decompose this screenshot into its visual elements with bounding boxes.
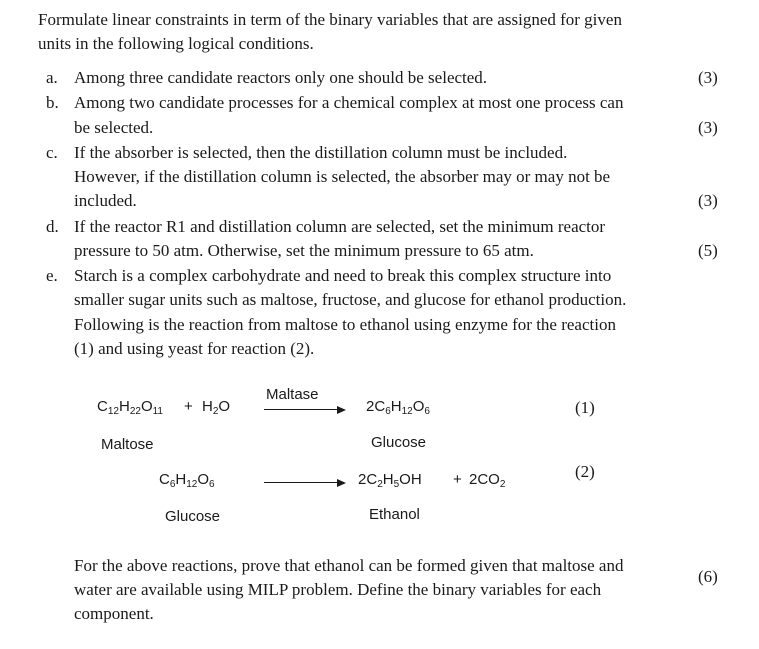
item-a-line-1: Among three candidate reactors only one should be selected.	[74, 68, 488, 87]
reaction2-arrow	[264, 482, 344, 483]
item-a-label: a.	[46, 68, 58, 87]
item-c-line-3: included.	[74, 191, 137, 210]
reaction1-reactant-maltose-formula: $C_{12}H_{22}O_{11}$	[97, 398, 163, 417]
reaction1-number: (1)	[575, 398, 595, 417]
final-marks: (6)	[698, 567, 718, 586]
item-c-line-1: If the absorber is selected, then the distillation column must be included.	[74, 143, 568, 162]
item-d-line-1: If the reactor R1 and distillation column are selected, set the minimum reactor	[74, 217, 606, 236]
reaction2-product-name: Ethanol	[369, 506, 420, 523]
item-c-marks: (3)	[698, 191, 718, 210]
item-e-line-4: (1) and using yeast for reaction (2).	[74, 339, 315, 358]
reaction2-reactant-name: Glucose	[165, 508, 221, 525]
item-a-marks: (3)	[698, 68, 718, 87]
reaction2-product-ethanol-formula: $2C_2H_5OH$	[358, 471, 422, 490]
item-e-line-1: Starch is a complex carbohydrate and need to break this complex structure into	[74, 266, 612, 285]
final-line-2: water are available using MILP problem. Define the binary variables for each	[74, 580, 602, 599]
final-line-3: component.	[74, 604, 154, 623]
item-e-label: e.	[46, 266, 58, 285]
item-d-label: d.	[46, 217, 59, 236]
reaction1-reactant-water-formula: $H_2O$	[202, 398, 231, 417]
item-d-line-2: pressure to 50 atm. Otherwise, set the minimum pressure to 65 atm.	[74, 241, 534, 260]
item-c-label: c.	[46, 143, 58, 162]
reaction1-arrow	[264, 409, 344, 410]
item-b-label: b.	[46, 93, 59, 112]
item-c-line-2: However, if the distillation column is selected, the absorber may or may not be	[74, 167, 611, 186]
item-b-line-1: Among two candidate processes for a chemical complex at most one process can	[74, 93, 624, 112]
reaction1-product-name: Glucose	[371, 434, 427, 451]
reaction2-plus: +	[453, 471, 462, 488]
reaction1-enzyme-label: Maltase	[266, 386, 319, 403]
item-e-line-3: Following is the reaction from maltose to ethanol using enzyme for the reaction	[74, 315, 616, 334]
intro-line-2: units in the following logical conditions.	[38, 34, 314, 53]
final-line-1: For the above reactions, prove that ethanol can be formed given that maltose and	[74, 556, 624, 575]
reaction1-product-glucose-formula: $2C_6H_{12}O_6$	[366, 398, 430, 417]
reaction2-product-co2-formula: $2CO_2$	[469, 471, 506, 490]
reaction1-reactant-name: Maltose	[101, 436, 154, 453]
item-b-marks: (3)	[698, 118, 718, 137]
reaction1-plus: +	[184, 398, 193, 415]
item-e-line-2: smaller sugar units such as maltose, fructose, and glucose for ethanol production.	[74, 290, 627, 309]
item-b-line-2: be selected.	[74, 118, 154, 137]
intro-line-1: Formulate linear constraints in term of the binary variables that are assigned for given	[38, 10, 622, 29]
reaction2-reactant-glucose-formula: $C_6H_{12}O_6$	[159, 471, 215, 490]
item-d-marks: (5)	[698, 241, 718, 260]
reaction2-number: (2)	[575, 462, 595, 481]
